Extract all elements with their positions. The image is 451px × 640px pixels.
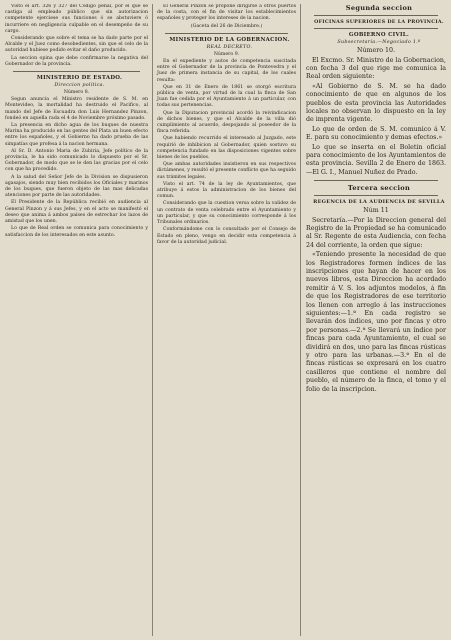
paragraph: «Teniendo presente la necesidad de que los Registradores formen índices de las inscripciones que hayan de hacer en los nuevos libros, esta Direccion ha acordado remitir á V. S. los adjuntos modelos, á fin de que los Registradores de ese territorio los llenen con arreglo á las instrucciones siguientes:—1.ª En cada registro se llevarán dos índices, uno por fincas y otro por personas.—2.ª Se llevará un índice por fincas para cada Ayuntamiento, el cual se dividirá en dos, uno para las fincas rústicas y otro para las urbanas.—3.ª En el de fincas rústicas se expresará en los cuatro casilleros que contiene el nombre del pueblo, el número de la finca, el tomo y el folio de la inscripcion. <box>306 251 446 393</box>
column-middle <box>153 4 301 636</box>
divider <box>314 28 438 29</box>
paragraph: Considerando que sobre el tema se ha dado parte por el Alcalde y el Juez como desobedientes, sin que el celo de la autoridad hubiese podido evitar el daño producido. <box>5 36 148 54</box>
paragraph: A la salud del Señor Jefe de la Division se dispusieron agasajos, siendo muy bien recibidos los Oficiales y marinos de los buques, que fueron objeto de las mas delicadas atenciones por parte de las autoridades. <box>5 174 148 199</box>
paragraph: En el expediente y autos de competencia suscitada entre el Gobernador de la provincia de Pontevedra y el Juez de primera instancia de su capital, de los cuales resulta: <box>157 59 296 83</box>
paragraph: Considerando que la cuestion versa sobre la validez de un contrato de venta celebrado entre el Ayuntamiento y un particular, y que su conocimiento corresponde á los Tribunales ordinarios. <box>157 201 296 226</box>
offices-subtitle: OFICINAS SUPERIORES DE LA PROVINCIA. <box>314 19 444 25</box>
paragraph: El Excmo. Sr. Ministro de la Gobernacion, con fecha 3 del que rige me comunica la Real orden siguiente: <box>306 56 446 81</box>
section-number: Número 10. <box>356 47 396 55</box>
paragraph: Lo que se inserta en el Boletin oficial para conocimiento de los Ayuntamientos de esta provincia. Sevilla 2 de Enero de 1863.—El G. I., Manuel Nuñez de Prado. <box>306 143 446 176</box>
columns <box>5 4 446 636</box>
section-title-gobernacion: MINISTERIO DE LA GOBERNACION. <box>169 36 290 43</box>
section-number: Número 9. <box>213 51 240 57</box>
section-number: Número 8. <box>63 90 90 96</box>
section-header-segunda: Segunda seccion <box>345 4 413 12</box>
paragraph: Conformándome con lo consultado por el Consejo de Estado en pleno, vengo en decidir esta competencia á favor de la autoridad judicial. <box>157 227 296 245</box>
divider <box>314 195 438 196</box>
divider <box>165 33 288 34</box>
paragraph: Que ambas autoridades insistieron en sus respectivos dictámenes, y resultó el presente conflicto que ha seguido sus trámites legales. <box>157 162 296 180</box>
gobierno-civil-title: GOBIERNO CIVIL. <box>348 32 410 39</box>
divider <box>314 15 438 16</box>
paragraph: Visto el art. 326 y 327 del Código penal, por el que se castiga al empleado público que sin autorizacion competente ejerciese sus funciones ó se abstuviere ó incurriere en negligencia culpable en el desempeño de su cargo. <box>5 4 148 34</box>
divider <box>314 180 438 181</box>
paragraph: La seccion opina que debe confirmarse la negativa del Gobernador de la provincia. <box>5 55 148 67</box>
section-number: Núm 11 <box>363 207 389 215</box>
column-right <box>301 4 446 636</box>
regencia-title: REGENCIA DE LA AUDIENCIA DE SEVILLA <box>313 199 445 206</box>
body-block <box>306 47 446 177</box>
subsecretaria-line: Subsecretaría.—Negociado 1.º <box>337 40 421 45</box>
section-subtitle: Direccion política. <box>54 82 105 88</box>
paragraph: La presencia en dicho agua de los buques de nuestra Marina ha producido en las gentes del Plata un buen efecto entre los españoles, y el Gobierno ha dado prueba de las simpatías que profesa á la nacion hermana. <box>5 123 148 147</box>
paragraph: Al Sr. D. Antonio Maria de Zubiria, Jefe político de la provincia, le ha sido comunicado lo dispuesto por el Sr. Gobernador, de modo que se le den las gracias por el celo con que ha procedido. <box>5 148 148 173</box>
paragraph: Que la Diputacion provincial acordó la reivindicacion de dichos bienes, y que el Alcalde de la villa dió cumplimiento al acuerdo, despojando al poseedor de la finca referida. <box>157 110 296 135</box>
paragraph: Segun anuncia el Ministro residente de S. M. en Montevideo, la mortalidad ha destruido el Pacifico, al mando del Jefe de Escuadra don Luis Hernandez Pinzon, fondeó en aquella rada el 4 de Noviembre próximo pasado. <box>5 97 148 121</box>
column-left <box>5 4 153 636</box>
section-header-tercera: Tercera seccion <box>347 184 411 193</box>
section-subtitle: REAL DECRETO. <box>206 44 253 50</box>
body-block <box>306 207 446 394</box>
paragraph: El General Pinzon se propone dirigirse á otros puertos de la costa, con el fin de visitar los establecimientos españoles y proteger los intereses de la nacion. <box>157 4 296 22</box>
paragraph: El Presidente de la República recibió en audiencia al General Pinzon y á sus Jefes, y en el acto se manifestó el deseo que anima á ambos países de estrechar los lazos de amistad que los unen. <box>5 200 148 225</box>
paragraph: Lo que de orden de S. M. comunico á V. E. para su conocimiento y demas efectos.» <box>306 125 446 142</box>
divider <box>13 71 140 72</box>
paragraph: Que en 31 de Enero de 1861 se otorgó escritura pública de venta, por virtud de la cual la finca de San Juan fue cedida por el Ayuntamiento á un particular, con todas sus pertenencias. <box>157 84 296 109</box>
paragraph: Lo que de Real orden se comunica para conocimiento y satisfaccion de los interesados en este asunto. <box>5 226 148 238</box>
paragraph: Que habiendo recurrido el interesado al Juzgado, este requirió de inhibicion al Gobernador, quien sostuvo su competencia fundado en las disposiciones vigentes sobre bienes de los pueblos. <box>157 136 296 161</box>
paragraph: Secretaría.—Por la Direccion general del Registro de la Propiedad se ha comunicado al Sr. Regente de esta Audiencia, con fecha 24 del corriente, la orden que sigue: <box>306 216 446 249</box>
paragraph: «Al Gobierno de S. M. se ha dado conocimiento de que en algunos de los pueblos de esta provincia las Autoridades locales no observan lo dispuesto en la ley de imprenta vigente. <box>306 82 446 124</box>
paragraph: Visto el art. 74 de la ley de Ayuntamientos, que atribuye á estos la administracion de los bienes del comun. <box>157 181 296 200</box>
gazette-line: (Gaceta del 26 de Diciembre.) <box>190 23 263 29</box>
section-title-estado: MINISTERIO DE ESTADO. <box>36 75 123 82</box>
